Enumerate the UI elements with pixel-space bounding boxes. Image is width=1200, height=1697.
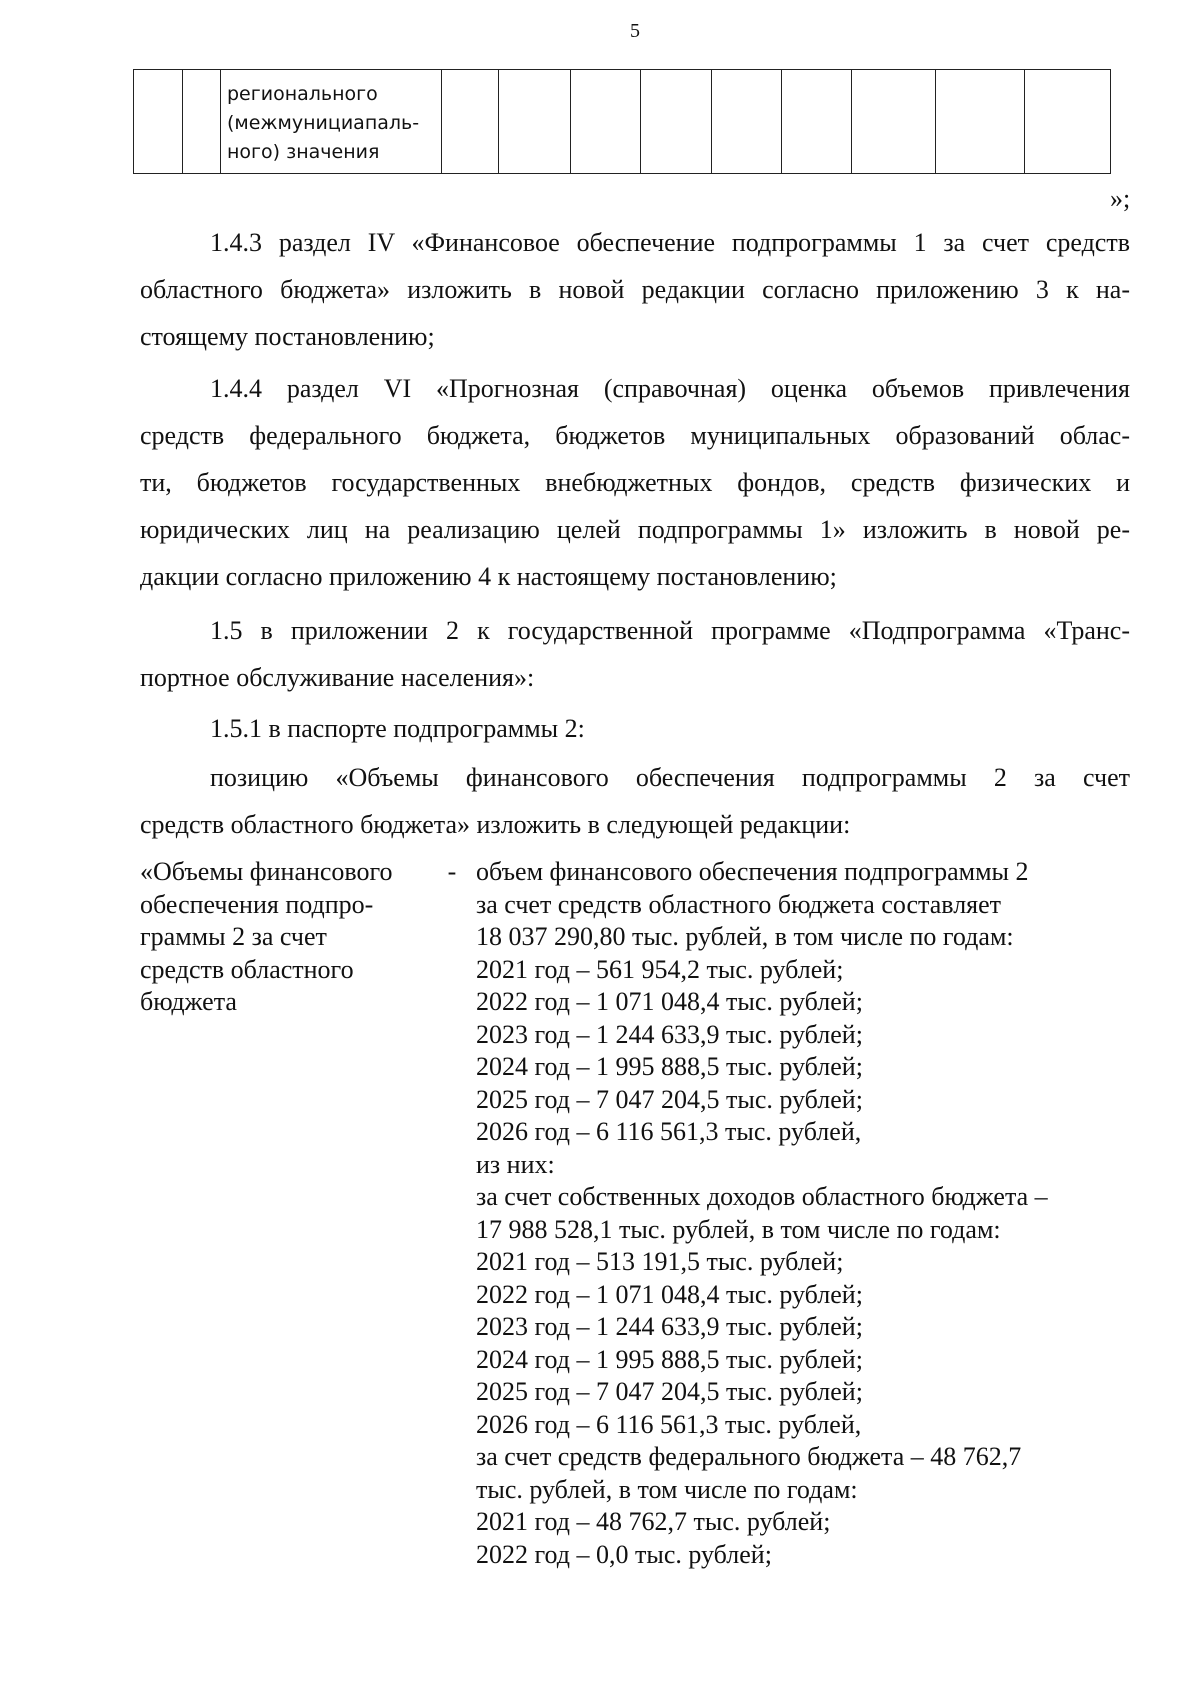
paragraph-line: ти, бюджетов государственных внебюджетных фондов, средств физических и bbox=[140, 468, 1130, 497]
paragraph-line: 1.5.1 в паспорте подпрограммы 2: bbox=[210, 714, 585, 743]
paragraph-line: 1.4.4 раздел VI «Прогнозная (справочная) оценка объемов привлечения bbox=[210, 374, 1130, 403]
paragraph-1-5 bbox=[140, 607, 1130, 701]
passport-value-line: 2021 год – 513 191,5 тыс. рублей; bbox=[476, 1247, 844, 1276]
passport-value-line: тыс. рублей, в том числе по годам: bbox=[476, 1474, 858, 1504]
passport-value-line: 2023 год – 1 244 633,9 тыс. рублей; bbox=[476, 1019, 863, 1049]
table-cell-empty bbox=[641, 70, 712, 174]
paragraph-line: средств областного бюджета» изложить в следующей редакции: bbox=[140, 810, 851, 839]
paragraph-line: стоящему постановлению; bbox=[140, 322, 435, 351]
passport-value-line: 2025 год – 7 047 204,5 тыс. рублей; bbox=[476, 1084, 863, 1114]
cell-text-line: ного) значения bbox=[227, 141, 380, 163]
table-cell-empty bbox=[442, 70, 499, 174]
passport-value-line: 2025 год – 7 047 204,5 тыс. рублей; bbox=[476, 1377, 863, 1406]
passport-position-name bbox=[140, 856, 440, 1019]
paragraph-line: позицию «Объемы финансового обеспечения подпрограммы 2 за счет bbox=[210, 763, 1130, 792]
cell-text-line: регионального bbox=[227, 83, 378, 105]
closing-mark: »; bbox=[1110, 184, 1131, 213]
passport-value-line: 2021 год – 561 954,2 тыс. рублей; bbox=[476, 954, 844, 984]
passport-value-line: 2026 год – 6 116 561,3 тыс. рублей, bbox=[476, 1409, 862, 1439]
passport-value-line: 18 037 290,80 тыс. рублей, в том числе по годам: bbox=[476, 922, 1014, 951]
table-cell-empty bbox=[183, 70, 221, 174]
page-number: 5 bbox=[630, 20, 640, 42]
table-row bbox=[134, 70, 1111, 174]
passport-value-line: 2024 год – 1 995 888,5 тыс. рублей; bbox=[476, 1052, 863, 1081]
paragraph-line: 1.4.3 раздел IV «Финансовое обеспечение подпрограммы 1 за счет средств bbox=[210, 228, 1130, 257]
table-cell-empty bbox=[499, 70, 571, 174]
paragraph-1-4-4 bbox=[140, 365, 1130, 600]
passport-value-line: 2022 год – 1 071 048,4 тыс. рублей; bbox=[476, 987, 863, 1016]
passport-value-line: объем финансового обеспечения подпрограммы 2 bbox=[476, 857, 1029, 886]
passport-name-line: «Объемы финансового bbox=[140, 857, 393, 886]
passport-value-line: из них: bbox=[476, 1149, 555, 1179]
table-cell-empty bbox=[936, 70, 1025, 174]
passport-value-line: за счет средств федерального бюджета – 48 762,7 bbox=[476, 1442, 1022, 1471]
passport-name-line: средств областного bbox=[140, 954, 354, 984]
passport-value-line: 2022 год – 0,0 тыс. рублей; bbox=[476, 1539, 772, 1569]
passport-value-line: 2024 год – 1 995 888,5 тыс. рублей; bbox=[476, 1344, 863, 1374]
paragraph-line: юридических лиц на реализацию целей подпрограммы 1» изложить в новой ре- bbox=[140, 515, 1130, 544]
passport-position-value bbox=[476, 856, 1136, 1571]
passport-value-line: 2023 год – 1 244 633,9 тыс. рублей; bbox=[476, 1312, 863, 1341]
table-cell-empty bbox=[1025, 70, 1111, 174]
table-cell-empty bbox=[712, 70, 782, 174]
table-cell-empty bbox=[852, 70, 936, 174]
paragraph-line: 1.5 в приложении 2 к государственной программе «Подпрограмма «Транс- bbox=[210, 616, 1130, 645]
passport-value-line: за счет средств областного бюджета составляет bbox=[476, 889, 1002, 919]
passport-value-line: 2026 год – 6 116 561,3 тыс. рублей, bbox=[476, 1117, 862, 1146]
table-cell-indicator bbox=[221, 70, 442, 174]
cell-text-line: (межмунициапаль- bbox=[227, 112, 420, 134]
passport-value-line: 17 988 528,1 тыс. рублей, в том числе по годам: bbox=[476, 1214, 1001, 1244]
table-cell-empty bbox=[782, 70, 852, 174]
passport-name-line: бюджета bbox=[140, 987, 237, 1016]
paragraph-line: областного бюджета» изложить в новой редакции согласно приложению 3 к на- bbox=[140, 275, 1130, 304]
paragraph-1-5-1 bbox=[140, 705, 1130, 752]
passport-dash: - bbox=[447, 857, 457, 886]
paragraph-line: средств федерального бюджета, бюджетов муниципальных образований облас- bbox=[140, 421, 1130, 450]
table-fragment bbox=[133, 69, 1111, 174]
passport-value-line: 2021 год – 48 762,7 тыс. рублей; bbox=[476, 1507, 831, 1536]
paragraph-position bbox=[140, 754, 1130, 848]
paragraph-line: портное обслуживание населения»: bbox=[140, 663, 535, 692]
paragraph-line: дакции согласно приложению 4 к настоящему постановлению; bbox=[140, 562, 837, 591]
paragraph-1-4-3 bbox=[140, 219, 1130, 360]
table-cell-empty bbox=[134, 70, 183, 174]
passport-name-line: обеспечения подпро- bbox=[140, 889, 374, 919]
passport-value-line: за счет собственных доходов областного бюджета – bbox=[476, 1182, 1048, 1211]
table-cell-empty bbox=[571, 70, 641, 174]
passport-name-line: граммы 2 за счет bbox=[140, 922, 327, 951]
passport-value-line: 2022 год – 1 071 048,4 тыс. рублей; bbox=[476, 1279, 863, 1309]
